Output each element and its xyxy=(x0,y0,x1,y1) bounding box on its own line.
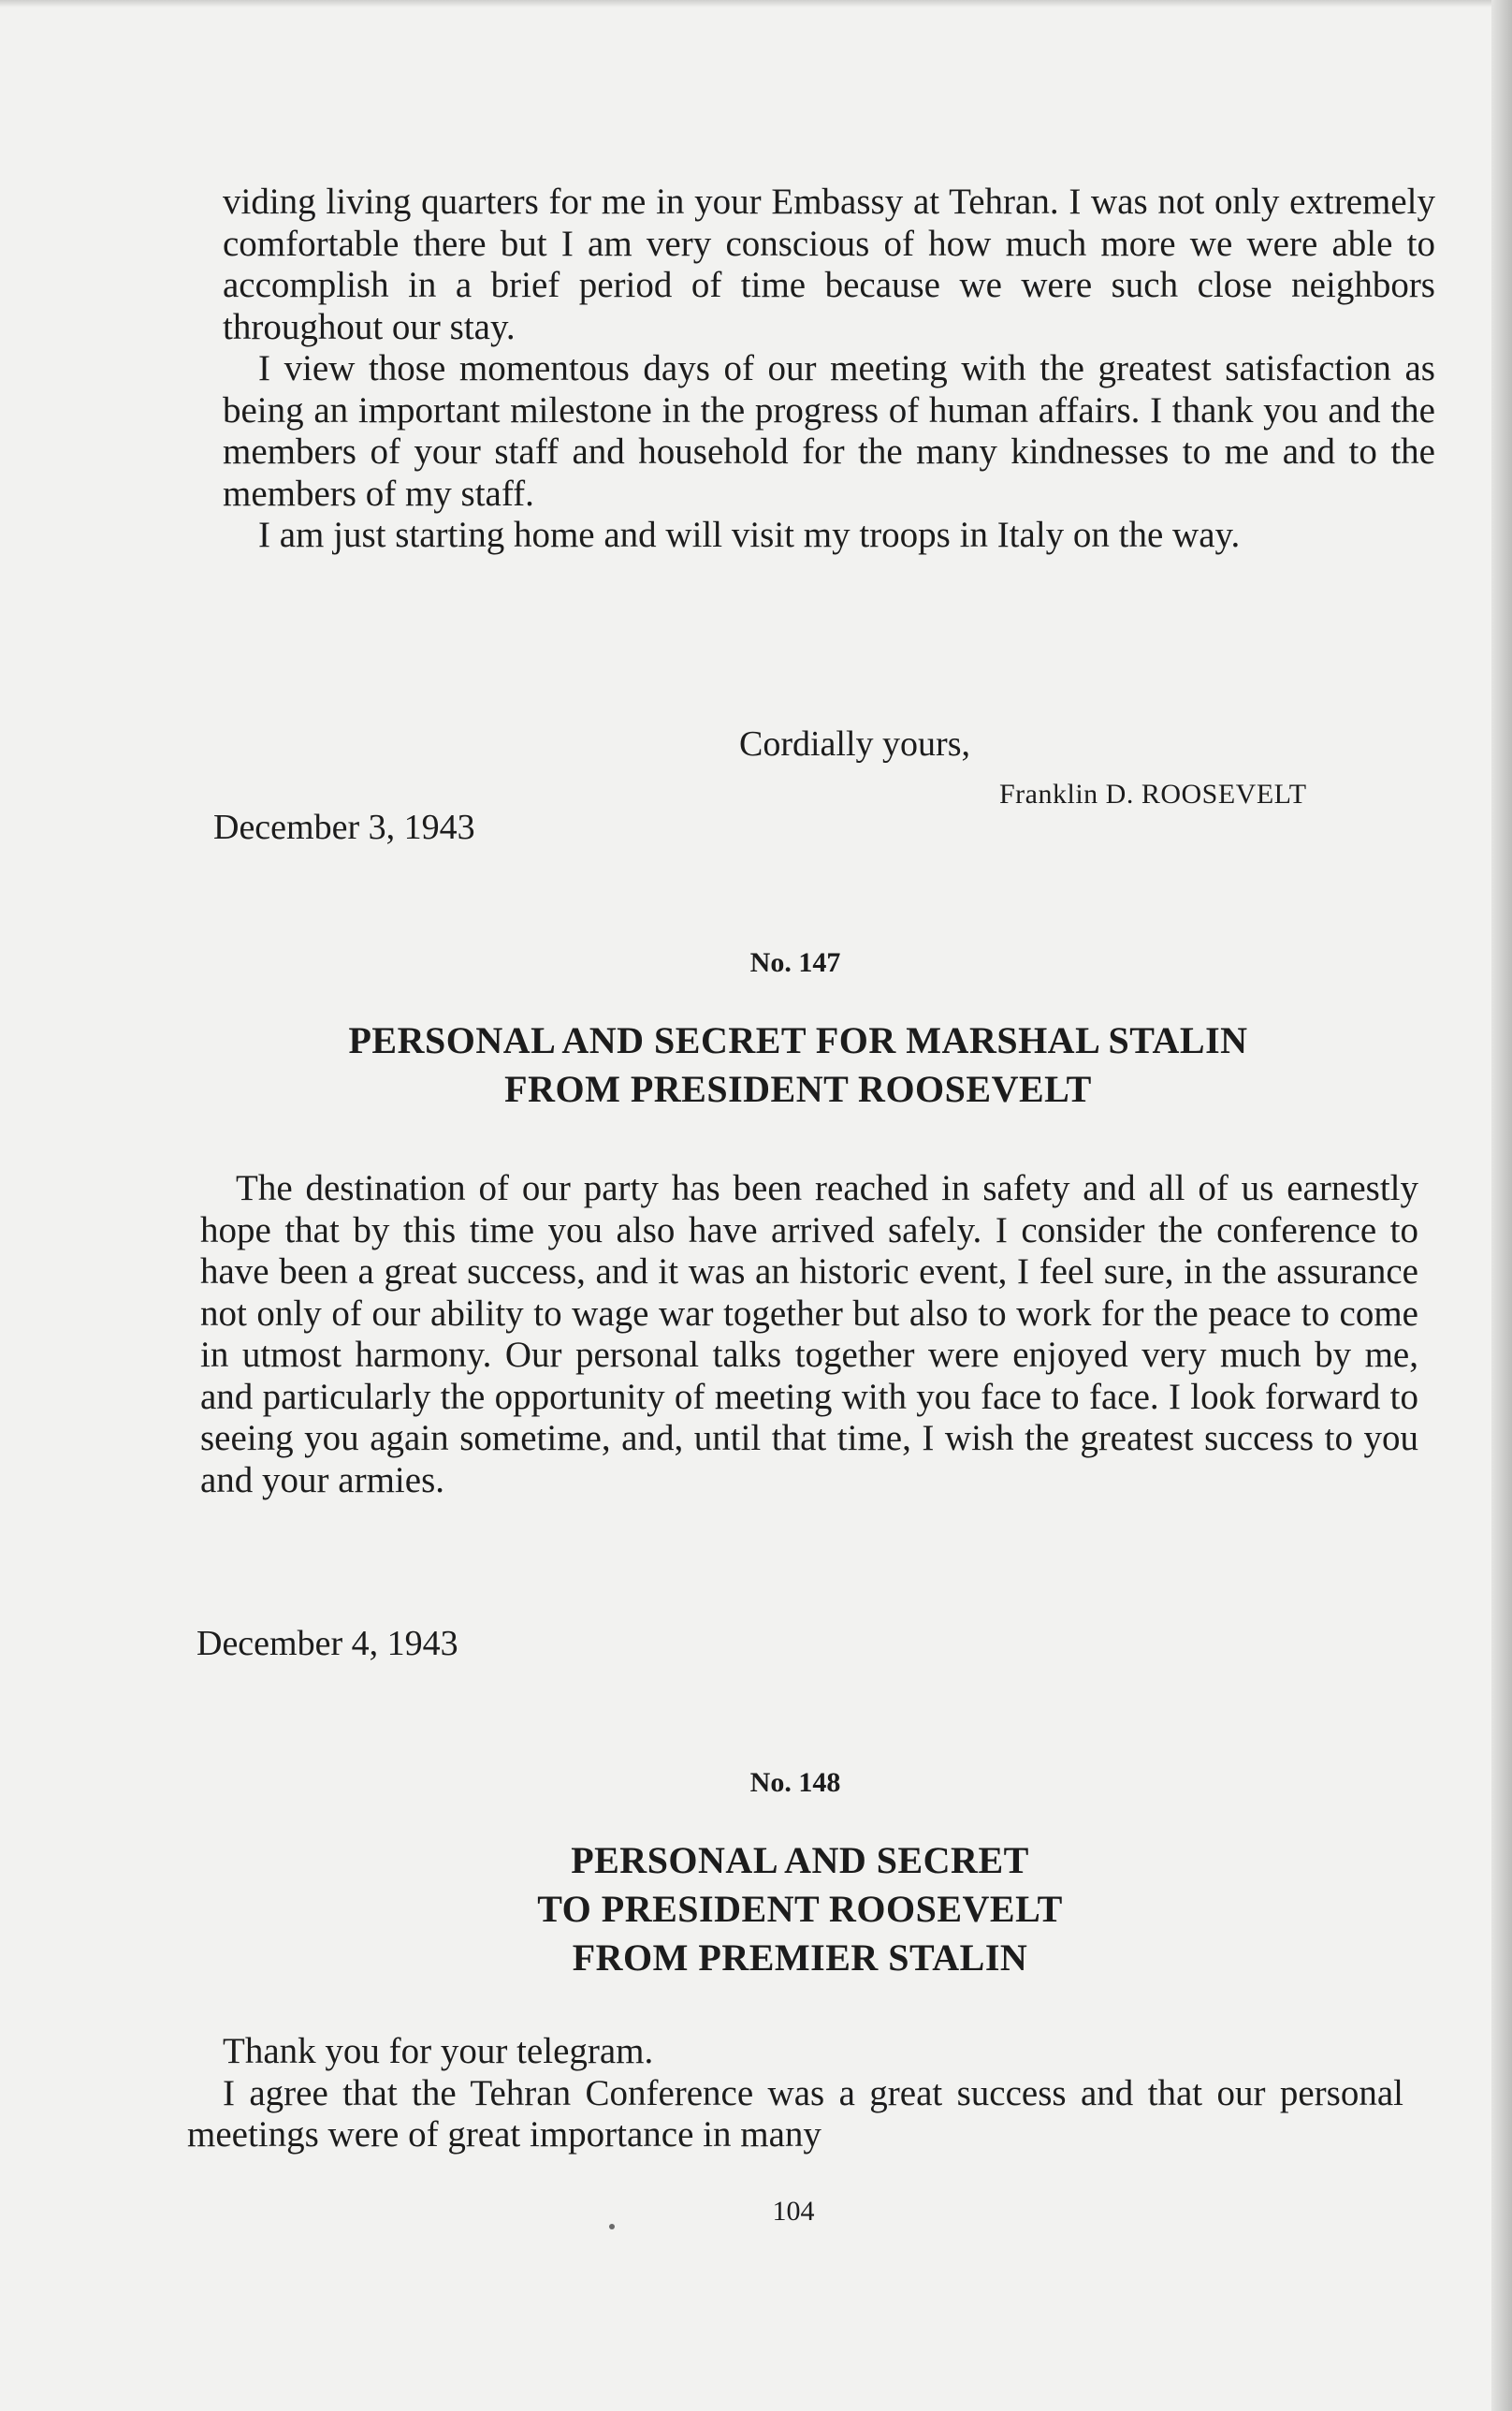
page-right-edge xyxy=(1491,0,1512,2411)
signature: Franklin D. ROOSEVELT xyxy=(999,779,1307,810)
heading-line: FROM PRESIDENT ROOSEVELT xyxy=(504,1068,1092,1110)
page-top-edge xyxy=(0,0,1512,7)
previous-letter-continuation xyxy=(223,182,1435,557)
letter-date: December 4, 1943 xyxy=(196,1624,458,1663)
closing: Cordially yours, xyxy=(739,724,970,764)
paragraph: viding living quarters for me in your Embassy at Tehran. I was not only extremely comfortable there but I am very conscious of how much more we were able to accomplish in a brief period of time because we were such close neighbors throughout our stay. xyxy=(223,182,1435,347)
document-heading xyxy=(195,1016,1402,1114)
paragraph: Thank you for your telegram. xyxy=(223,2031,654,2071)
document-body xyxy=(187,2031,1403,2156)
ink-speck xyxy=(609,2224,615,2229)
document-number: No. 147 xyxy=(749,947,841,978)
page-number: 104 xyxy=(772,2196,815,2227)
letter-date: December 3, 1943 xyxy=(213,808,475,847)
paragraph: I view those momentous days of our meeting with the greatest satisfaction as being an important milestone in the progress of human affairs. I thank you and the members of your staff and household for the many kindnesses to me and to the members of my staff. xyxy=(223,348,1435,514)
paragraph: I am just starting home and will visit my troops in Italy on the way. xyxy=(258,515,1241,555)
document-heading xyxy=(309,1836,1291,1982)
document-body xyxy=(200,1168,1418,1501)
document-number: No. 148 xyxy=(749,1767,841,1798)
heading-line: PERSONAL AND SECRET FOR MARSHAL STALIN xyxy=(348,1019,1248,1061)
heading-line: FROM PREMIER STALIN xyxy=(572,1936,1028,1979)
paragraph: I agree that the Tehran Conference was a great success and that our personal meetings were of great importance in many xyxy=(187,2072,1403,2155)
paragraph: The destination of our party has been reached in safety and all of us earnestly hope that by this time you also have arrived safely. I consider the conference to have been a great success, and it was an historic event, I feel sure, in the assurance not only of our ability to wage war together but also to work for the peace to come in utmost harmony. Our personal talks together were enjoyed very much by me, and particularly the opportunity of meeting with you face to face. I look forward to seeing you again sometime, and, until that time, I wish the greatest success to you and your armies. xyxy=(200,1168,1418,1500)
heading-line: PERSONAL AND SECRET xyxy=(571,1839,1029,1881)
heading-line: TO PRESIDENT ROOSEVELT xyxy=(537,1888,1063,1930)
